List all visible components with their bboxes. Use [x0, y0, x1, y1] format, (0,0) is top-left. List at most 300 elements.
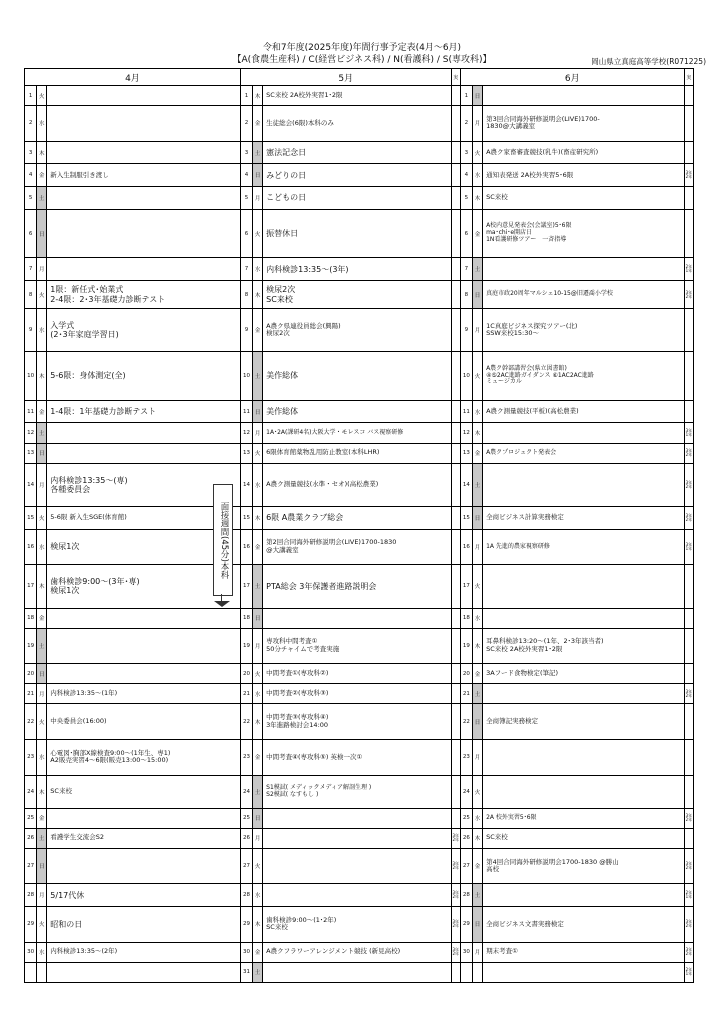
event-text: A農ク測量競技(水準・セオ)(高松農業) — [263, 463, 452, 506]
day-number: 28 — [240, 884, 252, 907]
event-text: 中間考査④(専攻科⑤) 英検一次① — [263, 739, 452, 775]
schedule-row — [25, 775, 694, 808]
weekday: 火 — [37, 907, 47, 943]
event-text: 1A･2A(課研4名)大阪大学・モレスコ バス視察研修 — [263, 423, 452, 443]
event-text — [47, 258, 241, 281]
day-number: 3 — [25, 141, 37, 164]
weekday: 月 — [37, 463, 47, 506]
june-mark-header: 実 — [684, 69, 693, 86]
weekday: 水 — [253, 884, 263, 907]
weekday: 水 — [37, 309, 47, 352]
event-text: 6限体育館薬物乱用防止教室(本科LHR) — [263, 443, 452, 463]
event-text: 通知表発送 2A校外実習5･6限 — [483, 164, 685, 187]
event-text — [263, 884, 452, 907]
june-header: 6月 — [460, 69, 684, 86]
implementation-mark — [451, 309, 460, 352]
day-number: 2 — [240, 106, 252, 142]
day-number: 14 — [25, 463, 37, 506]
day-number: 5 — [460, 187, 472, 210]
weekday: 月 — [472, 942, 482, 962]
schedule-row — [25, 443, 694, 463]
event-text: 第3回合同海外研修説明会(LIVE)1700- 1830@大講義室 — [483, 106, 685, 142]
weekday: 金 — [253, 942, 263, 962]
day-number: 16 — [460, 529, 472, 565]
weekday: 土 — [253, 775, 263, 808]
weekday: 金 — [472, 209, 482, 257]
day-number: 17 — [460, 565, 472, 608]
weekday: 金 — [472, 443, 482, 463]
weekday: 金 — [37, 608, 47, 628]
schedule-row — [25, 309, 694, 352]
day-number: 29 — [460, 907, 472, 943]
weekday: 日 — [37, 848, 47, 884]
implementation-mark: 3年 2年 — [684, 281, 693, 309]
may-mark-header: 実 — [451, 69, 460, 86]
implementation-mark: 3年 1年 — [684, 529, 693, 565]
event-text: 第4回合同海外研修説明会1700-1830 @勝山 高校 — [483, 848, 685, 884]
day-number: 25 — [25, 808, 37, 828]
weekday: 土 — [253, 352, 263, 400]
weekday: 日 — [253, 808, 263, 828]
weekday: 金 — [253, 106, 263, 142]
weekday: 水 — [37, 739, 47, 775]
day-number: 24 — [460, 775, 472, 808]
weekday: 火 — [37, 281, 47, 309]
schedule-row — [25, 506, 694, 529]
implementation-mark — [684, 739, 693, 775]
implementation-mark — [684, 565, 693, 608]
day-number: 6 — [460, 209, 472, 257]
day-number: 2 — [460, 106, 472, 142]
schedule-rows — [25, 86, 694, 983]
day-number: 24 — [25, 775, 37, 808]
event-text — [483, 86, 685, 106]
schedule-row — [25, 164, 694, 187]
day-number: 10 — [240, 352, 252, 400]
event-text — [483, 423, 685, 443]
day-number: 22 — [240, 704, 252, 740]
implementation-mark: 3年 2年 — [684, 942, 693, 962]
weekday: 土 — [472, 884, 482, 907]
weekday: 水 — [37, 106, 47, 142]
schedule-row — [25, 400, 694, 423]
implementation-mark — [684, 141, 693, 164]
event-text: 2A 校外実習5･6限 — [483, 808, 685, 828]
event-text — [263, 808, 452, 828]
implementation-mark: 3年 2年 — [684, 463, 693, 506]
implementation-mark: 3年 2年 — [684, 808, 693, 828]
implementation-mark — [684, 704, 693, 740]
weekday: 火 — [253, 443, 263, 463]
implementation-mark — [451, 565, 460, 608]
day-number: 14 — [240, 463, 252, 506]
weekday: 水 — [253, 463, 263, 506]
weekday: 火 — [253, 664, 263, 684]
day-number: 19 — [240, 628, 252, 664]
implementation-mark — [684, 664, 693, 684]
schedule-row — [25, 664, 694, 684]
event-text — [47, 443, 241, 463]
implementation-mark — [684, 400, 693, 423]
schedule-row — [25, 828, 694, 848]
day-number: 9 — [240, 309, 252, 352]
event-text: A農クプロジェクト発表会 — [483, 443, 685, 463]
day-number: 12 — [460, 423, 472, 443]
event-text — [47, 106, 241, 142]
implementation-mark — [451, 608, 460, 628]
weekday: 日 — [472, 86, 482, 106]
schedule-row — [25, 187, 694, 210]
day-number: 24 — [240, 775, 252, 808]
implementation-mark — [451, 258, 460, 281]
event-text: 3Aフード食物検定(筆記) — [483, 664, 685, 684]
day-number: 22 — [25, 704, 37, 740]
day-number: 23 — [240, 739, 252, 775]
implementation-mark — [684, 775, 693, 808]
weekday: 日 — [472, 506, 482, 529]
interview-week-arrow-icon — [214, 601, 230, 607]
event-text — [483, 608, 685, 628]
weekday: 木 — [37, 352, 47, 400]
event-text: みどりの日 — [263, 164, 452, 187]
event-text: 第2回合同海外研修説明会(LIVE)1700-1830 @大講義室 — [263, 529, 452, 565]
event-text: A農クフラワーアレンジメント競技 (新見高校) — [263, 942, 452, 962]
day-number: 22 — [460, 704, 472, 740]
day-number: 16 — [240, 529, 252, 565]
weekday — [37, 962, 47, 982]
event-text: 5/17代休 — [47, 884, 241, 907]
day-number: 9 — [460, 309, 472, 352]
event-text: 中央委員会(16:00) — [47, 704, 241, 740]
event-text — [47, 86, 241, 106]
day-number: 15 — [240, 506, 252, 529]
school-name: 岡山県立真庭高等学校(R071225) — [591, 57, 706, 66]
implementation-mark: 3年 1年 — [684, 423, 693, 443]
schedule-row — [25, 352, 694, 400]
schedule-row — [25, 463, 694, 506]
event-text: SC来校 — [483, 828, 685, 848]
day-number: 19 — [460, 628, 472, 664]
day-number: 19 — [25, 628, 37, 664]
weekday: 木 — [37, 775, 47, 808]
weekday: 水 — [253, 258, 263, 281]
implementation-mark — [451, 664, 460, 684]
event-text: 真庭市政20周年マルシェ10-15@旧遷喬小学校 — [483, 281, 685, 309]
weekday: 木 — [253, 704, 263, 740]
event-text — [47, 141, 241, 164]
schedule-row — [25, 608, 694, 628]
day-number: 17 — [25, 565, 37, 608]
event-text — [47, 962, 241, 982]
day-number: 7 — [25, 258, 37, 281]
schedule-row — [25, 529, 694, 565]
schedule-row — [25, 106, 694, 142]
title-line-1: 令和7年度(2025年度)年間行事予定表(4月～6月) — [262, 43, 462, 53]
implementation-mark — [451, 704, 460, 740]
day-number: 17 — [240, 565, 252, 608]
day-number: 8 — [240, 281, 252, 309]
day-number: 4 — [25, 164, 37, 187]
schedule-row — [25, 684, 694, 704]
weekday: 木 — [472, 187, 482, 210]
day-number: 26 — [25, 828, 37, 848]
weekday: 月 — [472, 106, 482, 142]
weekday: 金 — [37, 164, 47, 187]
weekday: 土 — [37, 828, 47, 848]
implementation-mark — [684, 187, 693, 210]
day-number: 30 — [240, 942, 252, 962]
event-text: 看護学生交流会S2 — [47, 828, 241, 848]
day-number: 28 — [460, 884, 472, 907]
day-number: 26 — [240, 828, 252, 848]
day-number: 16 — [25, 529, 37, 565]
day-number — [460, 962, 472, 982]
weekday: 土 — [253, 565, 263, 608]
implementation-mark — [451, 463, 460, 506]
weekday: 日 — [472, 704, 482, 740]
implementation-mark: 3年 2年 — [684, 506, 693, 529]
event-text — [263, 608, 452, 628]
weekday: 土 — [253, 962, 263, 982]
schedule-row — [25, 258, 694, 281]
weekday: 火 — [472, 141, 482, 164]
day-number: 26 — [460, 828, 472, 848]
event-text: A校内意見発表会(会議室)5･6限 ma･chi･e開店日 1N看護研修ツアー 一斉指導 — [483, 209, 685, 257]
day-number: 28 — [25, 884, 37, 907]
weekday: 木 — [253, 86, 263, 106]
weekday: 日 — [472, 281, 482, 309]
weekday: 火 — [37, 704, 47, 740]
weekday: 土 — [37, 628, 47, 664]
event-text: 中間考査①(専攻科②) — [263, 664, 452, 684]
weekday: 土 — [472, 258, 482, 281]
implementation-mark — [451, 187, 460, 210]
day-number: 21 — [25, 684, 37, 704]
day-number: 13 — [460, 443, 472, 463]
weekday: 月 — [253, 828, 263, 848]
implementation-mark — [451, 400, 460, 423]
schedule-row — [25, 739, 694, 775]
implementation-mark — [684, 352, 693, 400]
implementation-mark — [451, 352, 460, 400]
event-text: A農ク県連役員総会(興陽) 検尿2次 — [263, 309, 452, 352]
weekday: 日 — [37, 664, 47, 684]
day-number: 27 — [25, 848, 37, 884]
event-text: 中間考査③(専攻科④) 3年進路検討会14:00 — [263, 704, 452, 740]
day-number: 5 — [25, 187, 37, 210]
event-text — [47, 608, 241, 628]
schedule-row — [25, 86, 694, 106]
day-number: 25 — [240, 808, 252, 828]
event-text — [263, 962, 452, 982]
implementation-mark — [684, 628, 693, 664]
day-number: 27 — [460, 848, 472, 884]
event-text: SC来校 2A校外実習1･2限 — [263, 86, 452, 106]
weekday: 水 — [472, 808, 482, 828]
event-text: 内科検診13:35～(3年) — [263, 258, 452, 281]
event-text: 専攻科中間考査① 50分チャイムで考査実施 — [263, 628, 452, 664]
weekday: 月 — [472, 529, 482, 565]
day-number: 27 — [240, 848, 252, 884]
day-number: 1 — [460, 86, 472, 106]
day-number: 11 — [25, 400, 37, 423]
schedule-row — [25, 907, 694, 943]
schedule-row — [25, 942, 694, 962]
weekday: 水 — [472, 164, 482, 187]
weekday: 金 — [253, 309, 263, 352]
implementation-mark: 2年 1年 — [684, 258, 693, 281]
weekday: 月 — [37, 684, 47, 704]
weekday: 水 — [472, 608, 482, 628]
event-text — [483, 739, 685, 775]
weekday: 火 — [253, 209, 263, 257]
weekday: 木 — [253, 907, 263, 943]
weekday: 月 — [253, 187, 263, 210]
event-text: 耳鼻科検診13:20～(1年、2･3年該当者) SC来校 2A校外実習1･2限 — [483, 628, 685, 664]
weekday: 金 — [37, 808, 47, 828]
weekday: 日 — [472, 907, 482, 943]
day-number: 20 — [240, 664, 252, 684]
implementation-mark — [451, 684, 460, 704]
implementation-mark: 3年 2年 — [684, 443, 693, 463]
event-text: 全商ビジネス文書実務検定 — [483, 907, 685, 943]
event-text: 美作総体 — [263, 352, 452, 400]
weekday: 月 — [472, 309, 482, 352]
event-text: A農ク測量競技(平板)(高松農業) — [483, 400, 685, 423]
event-text — [483, 884, 685, 907]
event-text — [263, 828, 452, 848]
day-number: 25 — [460, 808, 472, 828]
event-text: PTA総会 3年保護者進路説明会 — [263, 565, 452, 608]
event-text: 検尿1次 — [47, 529, 241, 565]
implementation-mark: 3年 2年 — [451, 828, 460, 848]
schedule-row — [25, 628, 694, 664]
day-number: 12 — [25, 423, 37, 443]
event-text — [47, 848, 241, 884]
day-number: 8 — [25, 281, 37, 309]
event-text: 5-6限：身体測定(全) — [47, 352, 241, 400]
implementation-mark: 3年 2年 — [684, 164, 693, 187]
event-text: SC来校 — [483, 187, 685, 210]
event-text: 1-4限：1年基礎力診断テスト — [47, 400, 241, 423]
weekday: 日 — [253, 164, 263, 187]
weekday: 木 — [37, 565, 47, 608]
day-number: 3 — [240, 141, 252, 164]
schedule-row — [25, 141, 694, 164]
event-text: 振替休日 — [263, 209, 452, 257]
event-text: 内科検診13:35～(専) 各種委員会 — [47, 463, 241, 506]
weekday: 金 — [472, 848, 482, 884]
implementation-mark — [684, 106, 693, 142]
schedule-row — [25, 565, 694, 608]
event-text: 歯科検診9:00～(3年･専) 検尿1次 — [47, 565, 241, 608]
day-number: 14 — [460, 463, 472, 506]
event-text — [483, 962, 685, 982]
schedule-row — [25, 848, 694, 884]
event-text: 内科検診13:35～(1年) — [47, 684, 241, 704]
implementation-mark — [451, 739, 460, 775]
day-number: 6 — [240, 209, 252, 257]
implementation-mark: 3年 2年 — [684, 848, 693, 884]
event-text: S1模試( メディックメディア解剖生理 ) S2模試( なすもし ) — [263, 775, 452, 808]
weekday: 木 — [472, 628, 482, 664]
weekday: 月 — [37, 258, 47, 281]
event-text — [47, 187, 241, 210]
month-header-row — [25, 69, 694, 86]
implementation-mark — [451, 443, 460, 463]
day-number: 23 — [25, 739, 37, 775]
day-number: 20 — [460, 664, 472, 684]
may-header: 5月 — [240, 69, 451, 86]
implementation-mark — [451, 106, 460, 142]
weekday: 水 — [37, 942, 47, 962]
implementation-mark: 2年 1年 — [684, 962, 693, 982]
day-number: 30 — [25, 942, 37, 962]
weekday: 火 — [253, 848, 263, 884]
weekday: 水 — [253, 684, 263, 704]
day-number: 2 — [25, 106, 37, 142]
day-number: 1 — [25, 86, 37, 106]
weekday: 木 — [253, 506, 263, 529]
event-text: SC来校 — [47, 775, 241, 808]
implementation-mark — [451, 506, 460, 529]
implementation-mark — [684, 828, 693, 848]
implementation-mark — [684, 209, 693, 257]
implementation-mark — [684, 309, 693, 352]
day-number: 7 — [240, 258, 252, 281]
event-text: A農ク家畜審査競技(乳牛)(畜産研究所) — [483, 141, 685, 164]
day-number: 15 — [25, 506, 37, 529]
day-number: 7 — [460, 258, 472, 281]
event-text — [483, 258, 685, 281]
event-text — [47, 664, 241, 684]
event-text — [483, 463, 685, 506]
event-text: 5-6限 新入生SGE(体育館) — [47, 506, 241, 529]
weekday: 日 — [37, 443, 47, 463]
implementation-mark — [451, 962, 460, 982]
implementation-mark — [451, 141, 460, 164]
day-number: 20 — [25, 664, 37, 684]
event-text: 検尿2次 SC来校 — [263, 281, 452, 309]
implementation-mark — [684, 608, 693, 628]
weekday — [472, 962, 482, 982]
day-number: 3 — [460, 141, 472, 164]
event-text — [47, 423, 241, 443]
day-number: 31 — [240, 962, 252, 982]
event-text: 内科検診13:35～(2年) — [47, 942, 241, 962]
day-number: 29 — [25, 907, 37, 943]
weekday: 火 — [472, 565, 482, 608]
schedule-row — [25, 281, 694, 309]
day-number — [25, 962, 37, 982]
day-number: 11 — [240, 400, 252, 423]
event-text — [47, 808, 241, 828]
event-text: 心電図･胸部X線検査9:00～(1年生、専1) A2販売実習4～6限(販売13:00～15:00) — [47, 739, 241, 775]
event-text: 昭和の日 — [47, 907, 241, 943]
day-number: 21 — [240, 684, 252, 704]
day-number: 30 — [460, 942, 472, 962]
weekday: 土 — [37, 423, 47, 443]
event-text: 歯科検診9:00～(1･2年) SC来校 — [263, 907, 452, 943]
event-text: 期末考査① — [483, 942, 685, 962]
weekday: 火 — [37, 506, 47, 529]
event-text: 入学式 (2･3年家庭学習日) — [47, 309, 241, 352]
weekday: 金 — [253, 739, 263, 775]
event-text: 中間考査②(専攻科③) — [263, 684, 452, 704]
implementation-mark: 3年 2年 — [451, 848, 460, 884]
event-text: こどもの日 — [263, 187, 452, 210]
day-number: 10 — [460, 352, 472, 400]
